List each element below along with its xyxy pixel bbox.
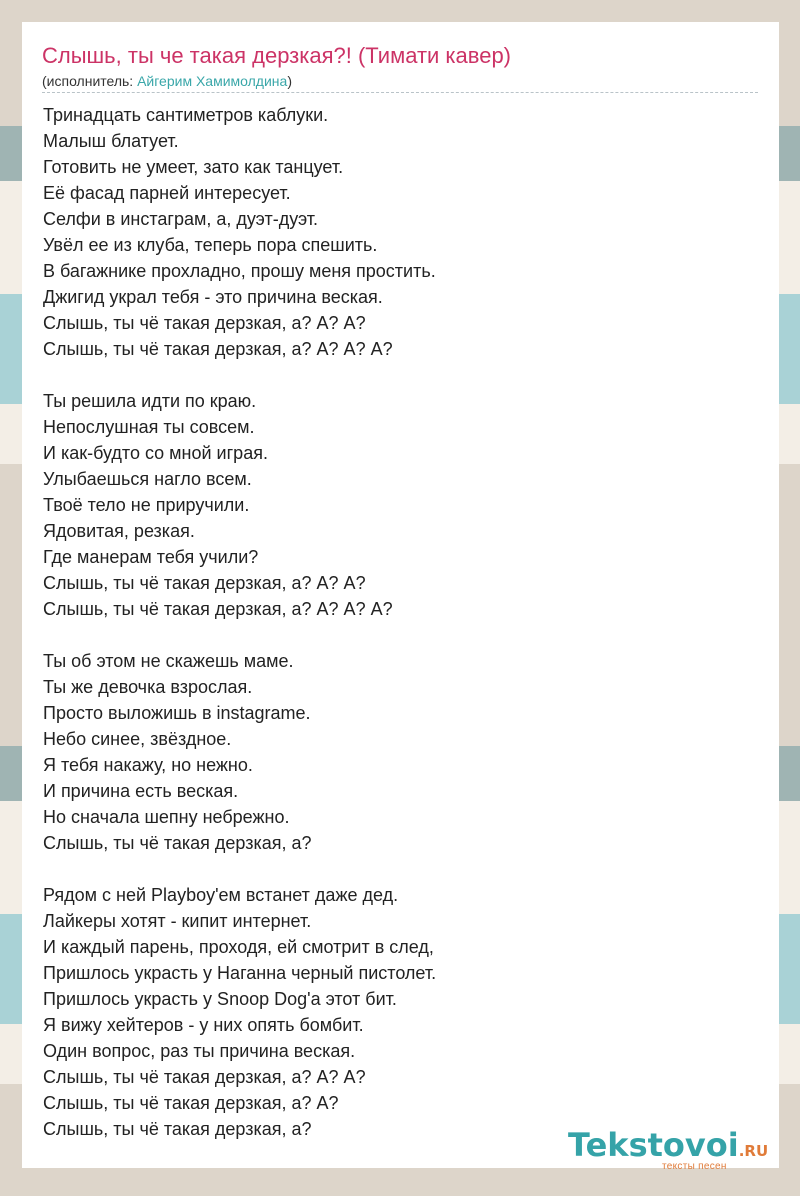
lyric-line: И как-будто со мной играя. bbox=[43, 443, 268, 463]
title-divider bbox=[42, 92, 758, 93]
logo-tld: .RU bbox=[738, 1142, 769, 1160]
lyric-line: Слышь, ты чё такая дерзкая, а? А? А? А? bbox=[43, 339, 393, 359]
lyric-line: Один вопрос, раз ты причина веская. bbox=[43, 1041, 356, 1061]
lyric-line: Где манерам тебя учили? bbox=[43, 547, 259, 567]
lyric-line: Тринадцать сантиметров каблуки. bbox=[43, 105, 329, 125]
lyric-line: Увёл ее из клуба, теперь пора спешить. bbox=[43, 235, 378, 255]
artist-prefix: (исполнитель: bbox=[42, 73, 138, 89]
lyric-line: Ты об этом не скажешь маме. bbox=[43, 651, 294, 671]
artist-link[interactable]: Айгерим Хамимолдина bbox=[137, 73, 288, 89]
logo-name: Tekstovoi bbox=[568, 1126, 739, 1164]
lyric-line: Ядовитая, резкая. bbox=[43, 521, 195, 541]
lyric-line: Джигид украл тебя - это причина веская. bbox=[43, 287, 383, 307]
artist-line bbox=[42, 72, 292, 90]
lyric-line: В багажнике прохладно, прошу меня простить. bbox=[43, 261, 436, 281]
lyric-line: Слышь, ты чё такая дерзкая, а? А? А? bbox=[43, 313, 366, 333]
lyric-line: Слышь, ты чё такая дерзкая, а? bbox=[43, 833, 312, 853]
lyric-line: Пришлось украсть у Snoop Dog'a этот бит. bbox=[43, 989, 397, 1009]
lyrics-card bbox=[22, 22, 779, 1172]
lyric-line: Готовить не умеет, зато как танцует. bbox=[43, 157, 344, 177]
tekstovoi-logo[interactable] bbox=[568, 1126, 778, 1172]
lyric-line: Пришлось украсть у Наганна черный пистолет. bbox=[43, 963, 437, 983]
lyric-line: Малыш блатует. bbox=[43, 131, 179, 151]
lyric-line: Я тебя накажу, но нежно. bbox=[43, 755, 253, 775]
lyric-line: Твоё тело не приручили. bbox=[43, 495, 250, 515]
lyric-line: Селфи в инстаграм, а, дуэт-дуэт. bbox=[43, 209, 319, 229]
lyric-line: И причина есть веская. bbox=[43, 781, 239, 801]
lyric-line: И каждый парень, проходя, ей смотрит в след, bbox=[43, 937, 434, 957]
lyric-line: Я вижу хейтеров - у них опять бомбит. bbox=[43, 1015, 364, 1035]
lyric-line: Но сначала шепну небрежно. bbox=[43, 807, 290, 827]
stanza-break bbox=[43, 362, 763, 388]
artist-suffix: ) bbox=[287, 73, 292, 89]
lyric-line: Слышь, ты чё такая дерзкая, а? А? А? А? bbox=[43, 599, 393, 619]
lyric-line: Ты же девочка взрослая. bbox=[43, 677, 253, 697]
lyric-line: Рядом с ней Playboy'ем встанет даже дед. bbox=[43, 885, 399, 905]
lyrics-text bbox=[43, 102, 763, 1142]
stanza-break bbox=[43, 856, 763, 882]
lyric-line: Просто выложишь в instagrame. bbox=[43, 703, 311, 723]
lyric-line: Непослушная ты совсем. bbox=[43, 417, 255, 437]
lyric-line: Небо синее, звёздное. bbox=[43, 729, 232, 749]
stanza-break bbox=[43, 622, 763, 648]
lyric-line: Слышь, ты чё такая дерзкая, а? А? А? bbox=[43, 1067, 366, 1087]
lyric-line: Улыбаешься нагло всем. bbox=[43, 469, 252, 489]
lyric-line: Слышь, ты чё такая дерзкая, а? А? bbox=[43, 1093, 339, 1113]
logo-tagline: тексты песен bbox=[662, 1161, 727, 1172]
lyric-line: Слышь, ты чё такая дерзкая, а? А? А? bbox=[43, 573, 366, 593]
lyric-line: Её фасад парней интересует. bbox=[43, 183, 291, 203]
song-title: Слышь, ты че такая дерзкая?! (Тимати кавер) bbox=[42, 43, 512, 68]
lyric-line: Лайкеры хотят - кипит интернет. bbox=[43, 911, 312, 931]
lyric-line: Ты решила идти по краю. bbox=[43, 391, 257, 411]
lyric-line: Слышь, ты чё такая дерзкая, а? bbox=[43, 1119, 312, 1139]
